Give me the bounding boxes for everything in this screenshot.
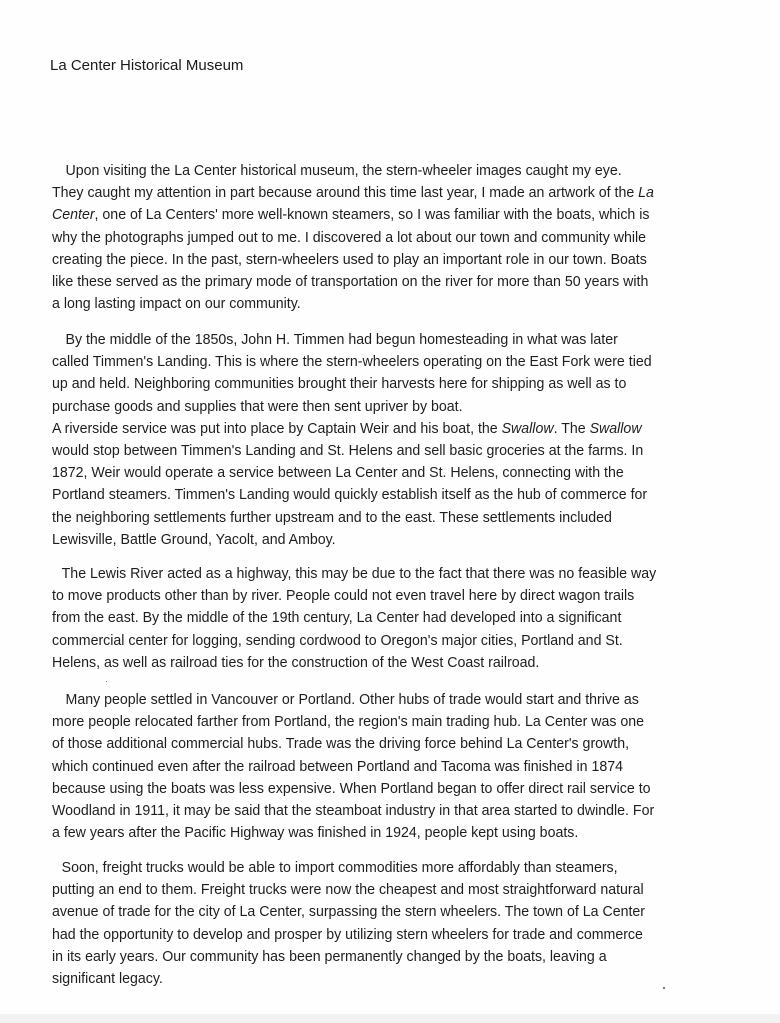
text-line: Lewisville, Battle Ground, Yacolt, and Amboy.	[52, 531, 336, 548]
text-line: would stop between Timmen's Landing and St. Helens and sell basic groceries at the farms. In	[52, 442, 644, 459]
paragraph-5	[52, 857, 752, 990]
scan-edge	[0, 1014, 780, 1023]
text-line	[52, 204, 728, 226]
paragraph-1	[52, 160, 752, 315]
text-line: because using the boats was less expensive. When Portland began to offer direct rail service to	[52, 780, 651, 797]
italic-title-la-center: La	[638, 185, 654, 202]
text-line: which continued even after the railroad between Portland and Tacoma was finished in 1874	[52, 758, 623, 775]
text-line: called Timmen's Landing. This is where the stern-wheelers operating on the East Fork were tied	[52, 354, 652, 371]
text-span: A riverside service was put into place by Captain Weir and his boat, the	[52, 420, 502, 437]
text-span: They caught my attention in part because around this time last year, I made an artwork of the	[52, 185, 639, 202]
paragraph-3	[52, 563, 752, 674]
text-line: in its early years. Our community has been permanently changed by the boats, leaving a	[52, 948, 607, 965]
text-line: more people relocated farther from Portland, the region's main trading hub. La Center was one	[52, 714, 645, 731]
text-line: Many people settled in Vancouver or Portland. Other hubs of trade would start and thrive as	[65, 692, 639, 708]
text-line: a long lasting impact on our community.	[52, 296, 301, 313]
paragraph-2	[52, 329, 752, 551]
text-line: Helens, as well as railroad ties for the construction of the West Coast railroad.	[52, 654, 540, 671]
italic-title-la-center: Center	[52, 207, 95, 224]
italic-boat-name: Swallow	[501, 420, 554, 437]
scan-speck	[106, 681, 107, 682]
text-line: up and held. Neighboring communities brought their harvests here for shipping as well as to	[52, 376, 627, 393]
text-span: . The	[553, 420, 590, 437]
text-line	[52, 182, 728, 204]
text-line: to move products other than by river. People could not even travel here by direct wagon trails	[52, 588, 635, 605]
scan-speck	[663, 987, 665, 989]
paragraph-4	[52, 689, 752, 844]
text-line: a few years after the Pacific Highway was finished in 1924, people kept using boats.	[52, 825, 579, 842]
text-line: the neighboring settlements further upstream and to the east. These settlements included	[52, 509, 612, 526]
text-line: why the photographs jumped out to me. I discovered a lot about our town and community while	[52, 229, 647, 246]
text-line: significant legacy.	[52, 970, 163, 987]
text-line: The Lewis River acted as a highway, this may be due to the fact that there was no feasible way	[61, 566, 657, 582]
text-line: Woodland in 1911, it may be said that the steamboat industry in that area started to dwindle. For	[52, 802, 655, 819]
text-line: By the middle of the 1850s, John H. Timmen had begun homesteading in what was later	[65, 332, 618, 348]
text-line: Upon visiting the La Center historical museum, the stern-wheeler images caught my eye.	[65, 163, 622, 179]
text-line: commercial center for logging, sending cordwood to Oregon's major cities, Portland and St.	[52, 632, 623, 649]
text-line: 1872, Weir would operate a service between La Center and St. Helens, connecting with the	[52, 465, 624, 482]
italic-boat-name: Swallow	[589, 420, 642, 437]
text-line: Soon, freight trucks would be able to import commodities more affordably than steamers,	[61, 860, 618, 876]
text-line: putting an end to them. Freight trucks were now the cheapest and most straightforward natural	[52, 882, 644, 899]
text-line: had the opportunity to develop and prosper by utilizing stern wheelers for trade and commerce	[52, 926, 643, 943]
text-span: , one of La Centers' more well-known steamers, so I was familiar with the boats, which is	[94, 207, 650, 224]
document-title: La Center Historical Museum	[50, 57, 244, 74]
text-line: of those additional commercial hubs. Trade was the driving force behind La Center's growth,	[52, 736, 630, 753]
text-line: Portland steamers. Timmen's Landing would quickly establish itself as the hub of commerce for	[52, 487, 648, 504]
text-line: like these served as the primary mode of transportation on the river for more than 50 years with	[52, 273, 649, 290]
text-line: purchase goods and supplies that were then sent upriver by boat.	[52, 398, 463, 415]
text-line	[52, 418, 728, 440]
text-line: from the east. By the middle of the 19th century, La Center had developed into a significant	[52, 610, 622, 627]
text-line: avenue of trade for the city of La Center, surpassing the stern wheelers. The town of La Center	[52, 904, 646, 921]
text-line: creating the piece. In the past, stern-wheelers used to play an important role in our town. Boats	[52, 251, 647, 268]
